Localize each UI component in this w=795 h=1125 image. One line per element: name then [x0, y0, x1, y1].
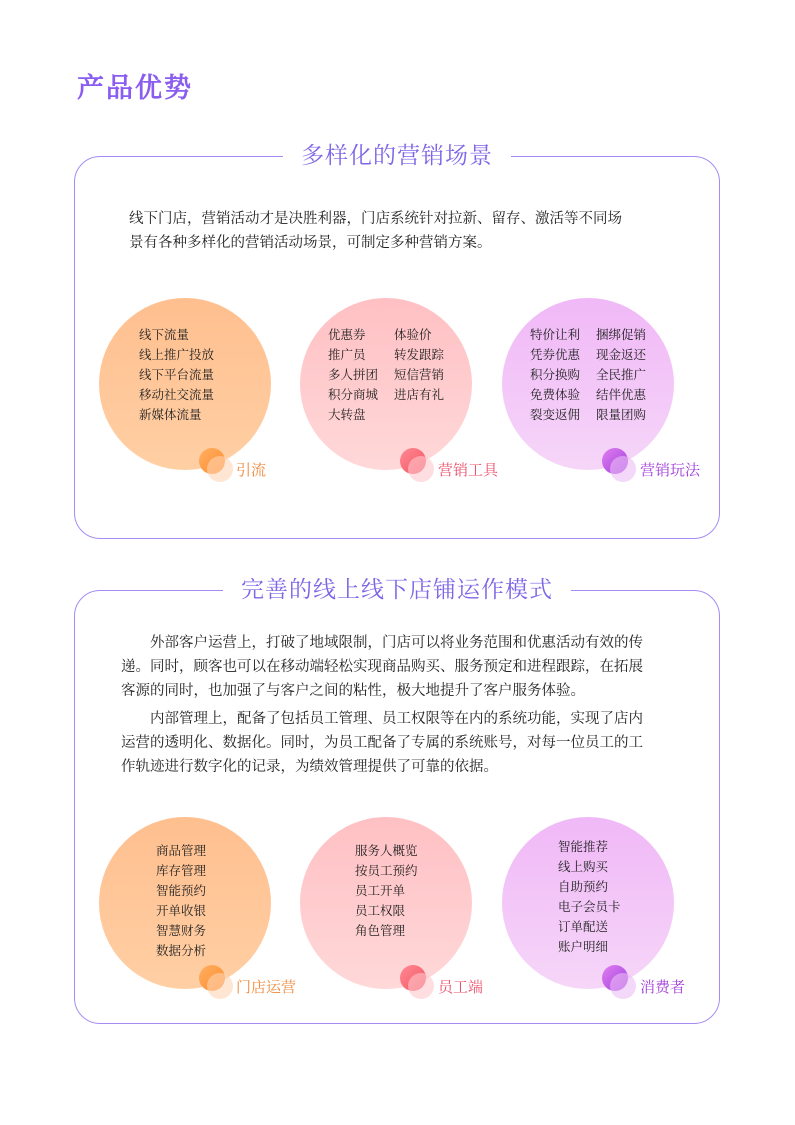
marketing-scenarios-panel	[74, 143, 720, 539]
list-item: 大转盘	[328, 407, 366, 422]
section-heading: 多样化的营销场景	[75, 141, 719, 171]
list-item: 特价让利 捆绑促销	[530, 327, 647, 342]
section-description	[121, 631, 677, 783]
paragraph: 外部客户运营上，打破了地域限制，门店可以将业务范围和优惠活动有效的传 递。同时，顾客也可以在移动端轻松实现商品购买、服务预定和进程跟踪，在拓展 客源的同时，也加强了与客户之间的粘性，极大地提升了客户服务体验。	[121, 635, 643, 699]
list-item: 线上购买	[558, 859, 609, 874]
list-item: 角色管理	[355, 923, 406, 938]
purple-dot-icon	[602, 965, 628, 991]
list-item: 智能推荐	[558, 839, 609, 854]
store-operation-panel	[74, 577, 720, 1024]
purple-dot-icon	[602, 448, 628, 474]
list-item: 自助预约	[558, 879, 609, 894]
page-title: 产品优势	[77, 73, 193, 104]
store-ops-items	[156, 841, 206, 961]
list-item: 线上推广投放	[139, 347, 215, 362]
section-description: 线下门店，营销活动才是决胜利器，门店系统针对拉新、留存、激活等不同场 景有各种多样化的营销活动场景，可制定多种营销方案。	[129, 211, 622, 251]
list-item: 凭券优惠 现金返还	[530, 347, 647, 362]
list-item: 按员工预约	[355, 863, 418, 878]
list-item: 新媒体流量	[139, 407, 202, 422]
card-label-store-ops: 门店运营	[236, 978, 297, 996]
list-item: 电子会员卡	[558, 899, 621, 914]
list-item: 优惠券 体验价	[328, 327, 432, 342]
card-label-consumer: 消费者	[640, 978, 686, 996]
list-item: 智慧财务	[156, 923, 207, 938]
list-item: 移动社交流量	[139, 387, 215, 402]
list-item: 员工开单	[355, 883, 406, 898]
list-item: 积分换购 全民推广	[530, 367, 647, 382]
list-item: 数据分析	[156, 943, 207, 958]
pink-dot-icon	[400, 448, 426, 474]
marketing-play-items	[530, 325, 662, 425]
list-item: 线下平台流量	[139, 367, 215, 382]
list-item: 积分商城 进店有礼	[328, 387, 445, 402]
list-item: 线下流量	[139, 327, 190, 342]
list-item: 库存管理	[156, 863, 207, 878]
card-label-staff: 员工端	[438, 978, 484, 996]
list-item: 免费体验 结伴优惠	[530, 387, 647, 402]
list-item: 开单收银	[156, 903, 207, 918]
traffic-items	[139, 325, 214, 425]
staff-items	[355, 841, 418, 941]
section-heading: 完善的线上线下店铺运作模式	[75, 575, 719, 605]
list-item: 多人拼团 短信营销	[328, 367, 445, 382]
marketing-tools-items	[328, 325, 460, 425]
orange-dot-icon	[199, 965, 225, 991]
list-item: 商品管理	[156, 843, 207, 858]
list-item: 推广员 转发跟踪	[328, 347, 445, 362]
list-item: 订单配送	[558, 919, 609, 934]
card-label-marketing-play: 营销玩法	[640, 461, 701, 479]
list-item: 账户明细	[558, 939, 609, 954]
list-item: 智能预约	[156, 883, 207, 898]
list-item: 裂变返佣 限量团购	[530, 407, 647, 422]
paragraph: 内部管理上，配备了包括员工管理、员工权限等在内的系统功能，实现了店内 运营的透明化、数据化。同时，为员工配备了专属的系统账号，对每一位员工的工 作轨迹进行数字化的记录，为绩效管理提供了可靠的依据。	[121, 711, 643, 775]
list-item: 服务人概览	[355, 843, 418, 858]
card-label-marketing-tools: 营销工具	[438, 461, 499, 479]
card-label-traffic: 引流	[236, 461, 267, 479]
orange-dot-icon	[199, 448, 225, 474]
consumer-items	[558, 837, 621, 957]
pink-dot-icon	[400, 965, 426, 991]
list-item: 员工权限	[355, 903, 406, 918]
